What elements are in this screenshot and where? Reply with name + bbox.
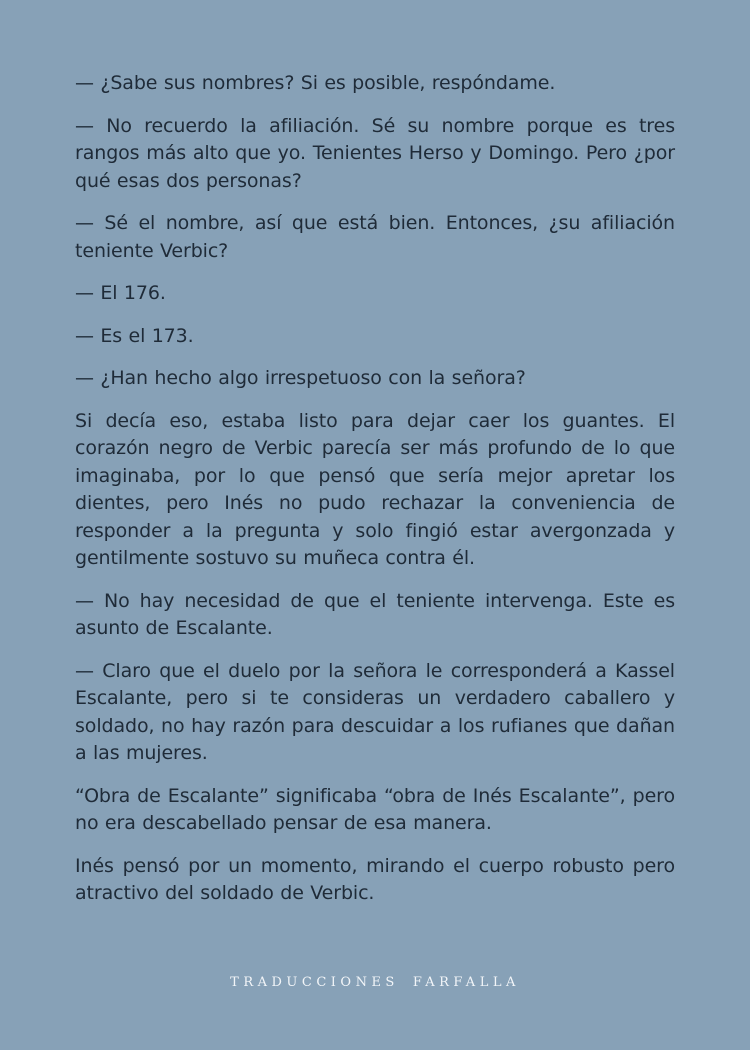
- page-footer: [0, 975, 750, 990]
- paragraph-8: — No hay necesidad de que el teniente intervenga. Este es asunto de Escalante.: [75, 589, 675, 639]
- page-body: [75, 70, 675, 923]
- paragraph-1: — ¿Sabe sus nombres? Si es posible, respóndame.: [75, 72, 556, 94]
- paragraph-7: Si decía eso, estaba listo para dejar caer los guantes. El corazón negro de Verbic parecía ser más profundo de lo que imaginaba, por lo que pensó que sería mejor apretar los dientes, pero Inés no pudo rechazar la conveniencia de responder a la pregunta y solo fingió estar avergonzada y gentilmente sostuvo su muñeca contra él.: [75, 409, 675, 569]
- paragraph-10: “Obra de Escalante” significaba “obra de Inés Escalante”, pero no era descabellado pensar de esa manera.: [75, 784, 675, 834]
- footer-word-2: FARFALLA: [412, 975, 520, 990]
- footer-word-1: TRADUCCIONES: [230, 975, 399, 990]
- paragraph-4: — El 176.: [75, 282, 166, 304]
- paragraph-3: — Sé el nombre, así que está bien. Entonces, ¿su afiliación teniente Verbic?: [75, 212, 675, 262]
- paragraph-11: Inés pensó por un momento, mirando el cuerpo robusto pero atractivo del soldado de Verbic.: [75, 854, 675, 904]
- paragraph-5: — Es el 173.: [75, 324, 194, 347]
- paragraph-9: — Claro que el duelo por la señora le corresponderá a Kassel Escalante, pero si te consideras un verdadero caballero y soldado, no hay razón para descuidar a los rufianes que dañan a las mujeres.: [75, 659, 675, 764]
- paragraph-6: — ¿Han hecho algo irrespetuoso con la señora?: [75, 367, 526, 389]
- paragraph-2: — No recuerdo la afiliación. Sé su nombre porque es tres rangos más alto que yo. Tenientes Herso y Domingo. Pero ¿por qué esas dos personas?: [75, 114, 675, 192]
